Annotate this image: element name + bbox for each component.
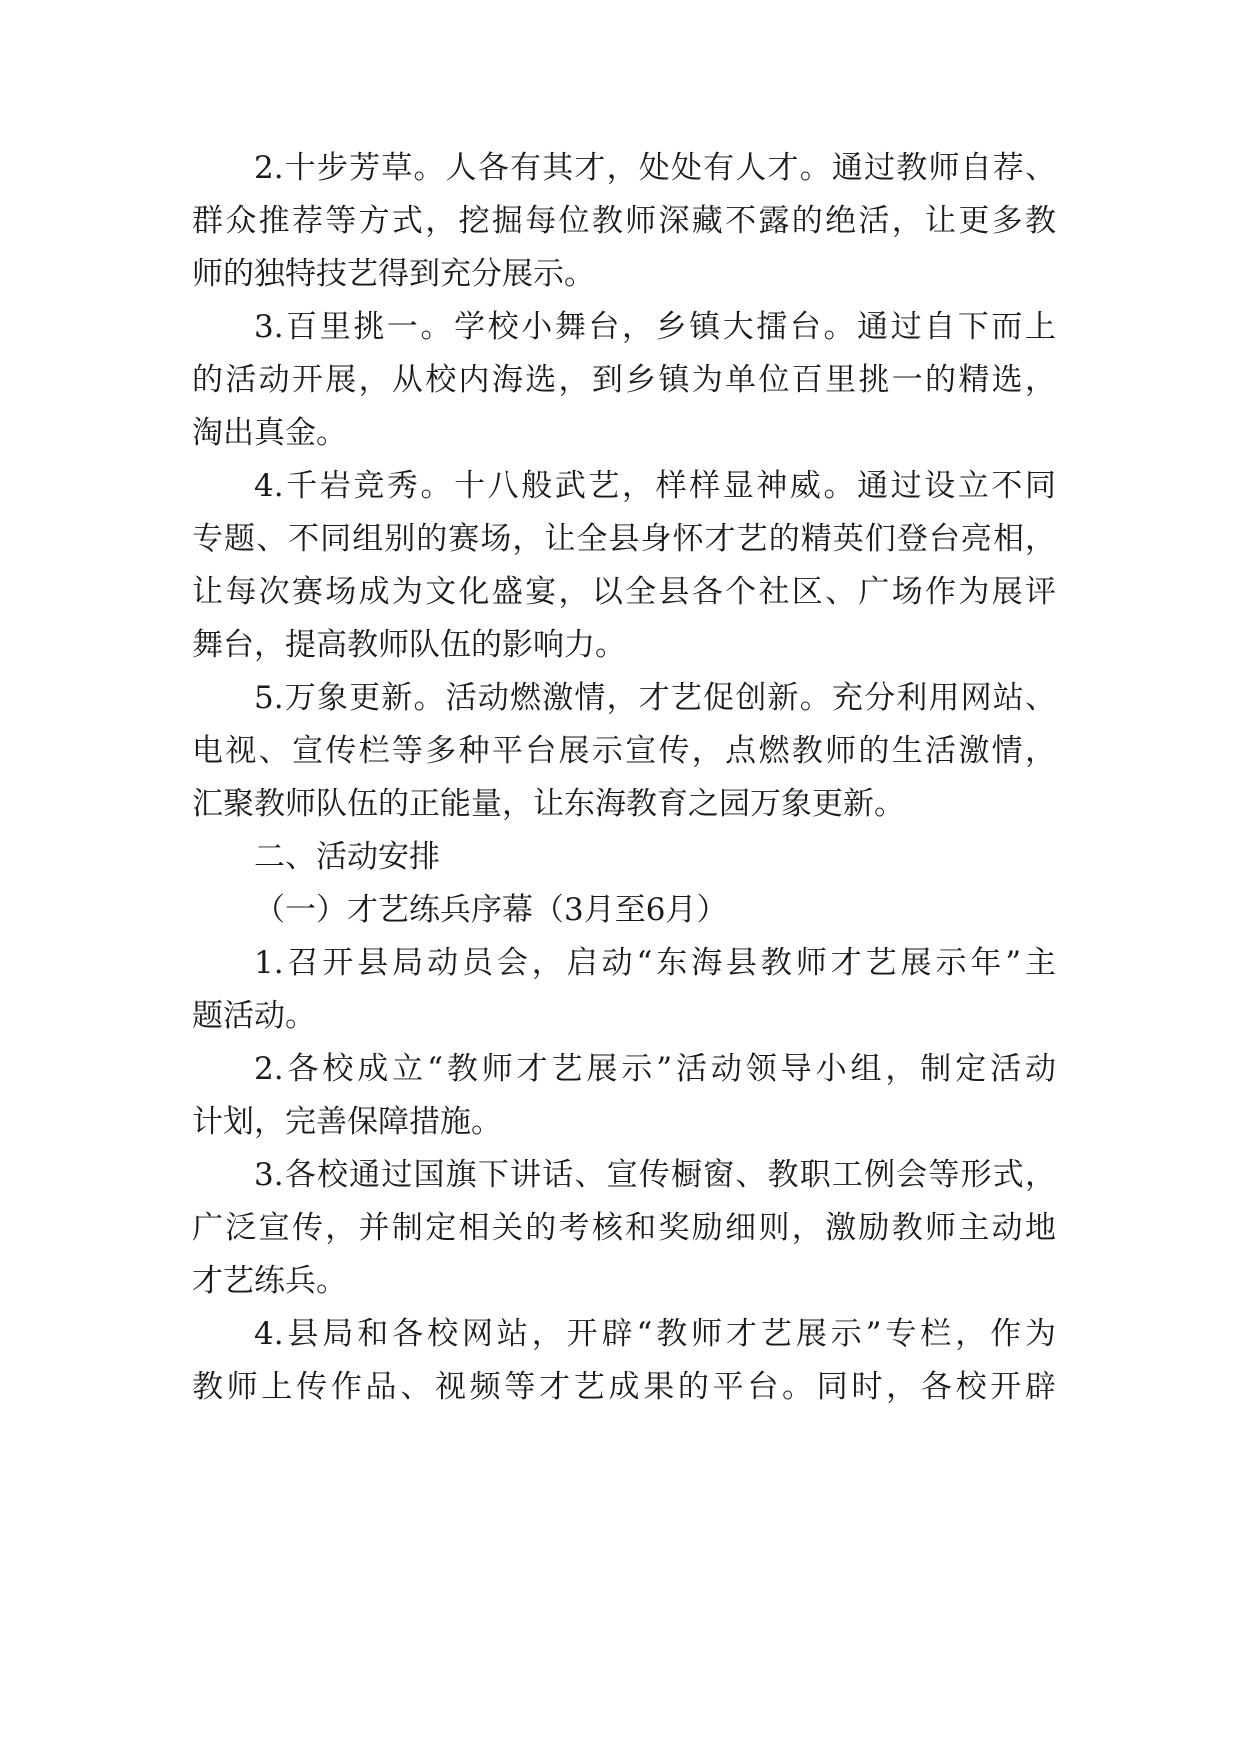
- item-1-line-1: 1.召开县局动员会，启动“东海县教师才艺展示年”主: [254, 945, 1056, 981]
- item-4-line-1: 4.县局和各校网站，开辟“教师才艺展示”专栏，作为: [254, 1316, 1056, 1352]
- paragraph-3-line-3: 淘出真金。: [192, 415, 347, 451]
- paragraph-3-line-2: 的活动开展，从校内海选，到乡镇为单位百里挑一的精选，: [192, 362, 1056, 398]
- subsection-heading: （一）才艺练兵序幕（3月至6月）: [254, 892, 728, 928]
- paragraph-5-line-3: 汇聚教师队伍的正能量，让东海教育之园万象更新。: [192, 786, 905, 822]
- paragraph-4-line-4: 舞台，提高教师队伍的影响力。: [192, 627, 626, 663]
- item-3-line-2: 广泛宣传，并制定相关的考核和奖励细则，激励教师主动地: [192, 1210, 1056, 1246]
- paragraph-2-line-3: 师的独特技艺得到充分展示。: [192, 256, 595, 292]
- paragraph-4-line-2: 专题、不同组别的赛场，让全县身怀才艺的精英们登台亮相，: [192, 521, 1056, 557]
- paragraph-5-line-1: 5.万象更新。活动燃激情，才艺促创新。充分利用网站、: [254, 680, 1056, 716]
- item-2-line-2: 计划，完善保障措施。: [192, 1104, 502, 1140]
- item-2-line-1: 2.各校成立“教师才艺展示”活动领导小组，制定活动: [254, 1051, 1056, 1087]
- paragraph-4-line-1: 4.千岩竞秀。十八般武艺，样样显神威。通过设立不同: [254, 468, 1056, 504]
- paragraph-2-line-1: 2.十步芳草。人各有其才，处处有人才。通过教师自荐、: [254, 150, 1056, 186]
- paragraph-3-line-1: 3.百里挑一。学校小舞台，乡镇大擂台。通过自下而上: [254, 309, 1056, 345]
- item-1-line-2: 题活动。: [192, 998, 316, 1034]
- paragraph-4-line-3: 让每次赛场成为文化盛宴，以全县各个社区、广场作为展评: [192, 574, 1056, 610]
- paragraph-5-line-2: 电视、宣传栏等多种平台展示宣传，点燃教师的生活激情，: [192, 733, 1056, 769]
- section-heading: 二、活动安排: [254, 839, 440, 875]
- item-4-line-2: 教师上传作品、视频等才艺成果的平台。同时，各校开辟: [192, 1369, 1056, 1405]
- paragraph-2-line-2: 群众推荐等方式，挖掘每位教师深藏不露的绝活，让更多教: [192, 203, 1056, 239]
- item-3-line-3: 才艺练兵。: [192, 1263, 347, 1299]
- item-3-line-1: 3.各校通过国旗下讲话、宣传橱窗、教职工例会等形式，: [254, 1157, 1056, 1193]
